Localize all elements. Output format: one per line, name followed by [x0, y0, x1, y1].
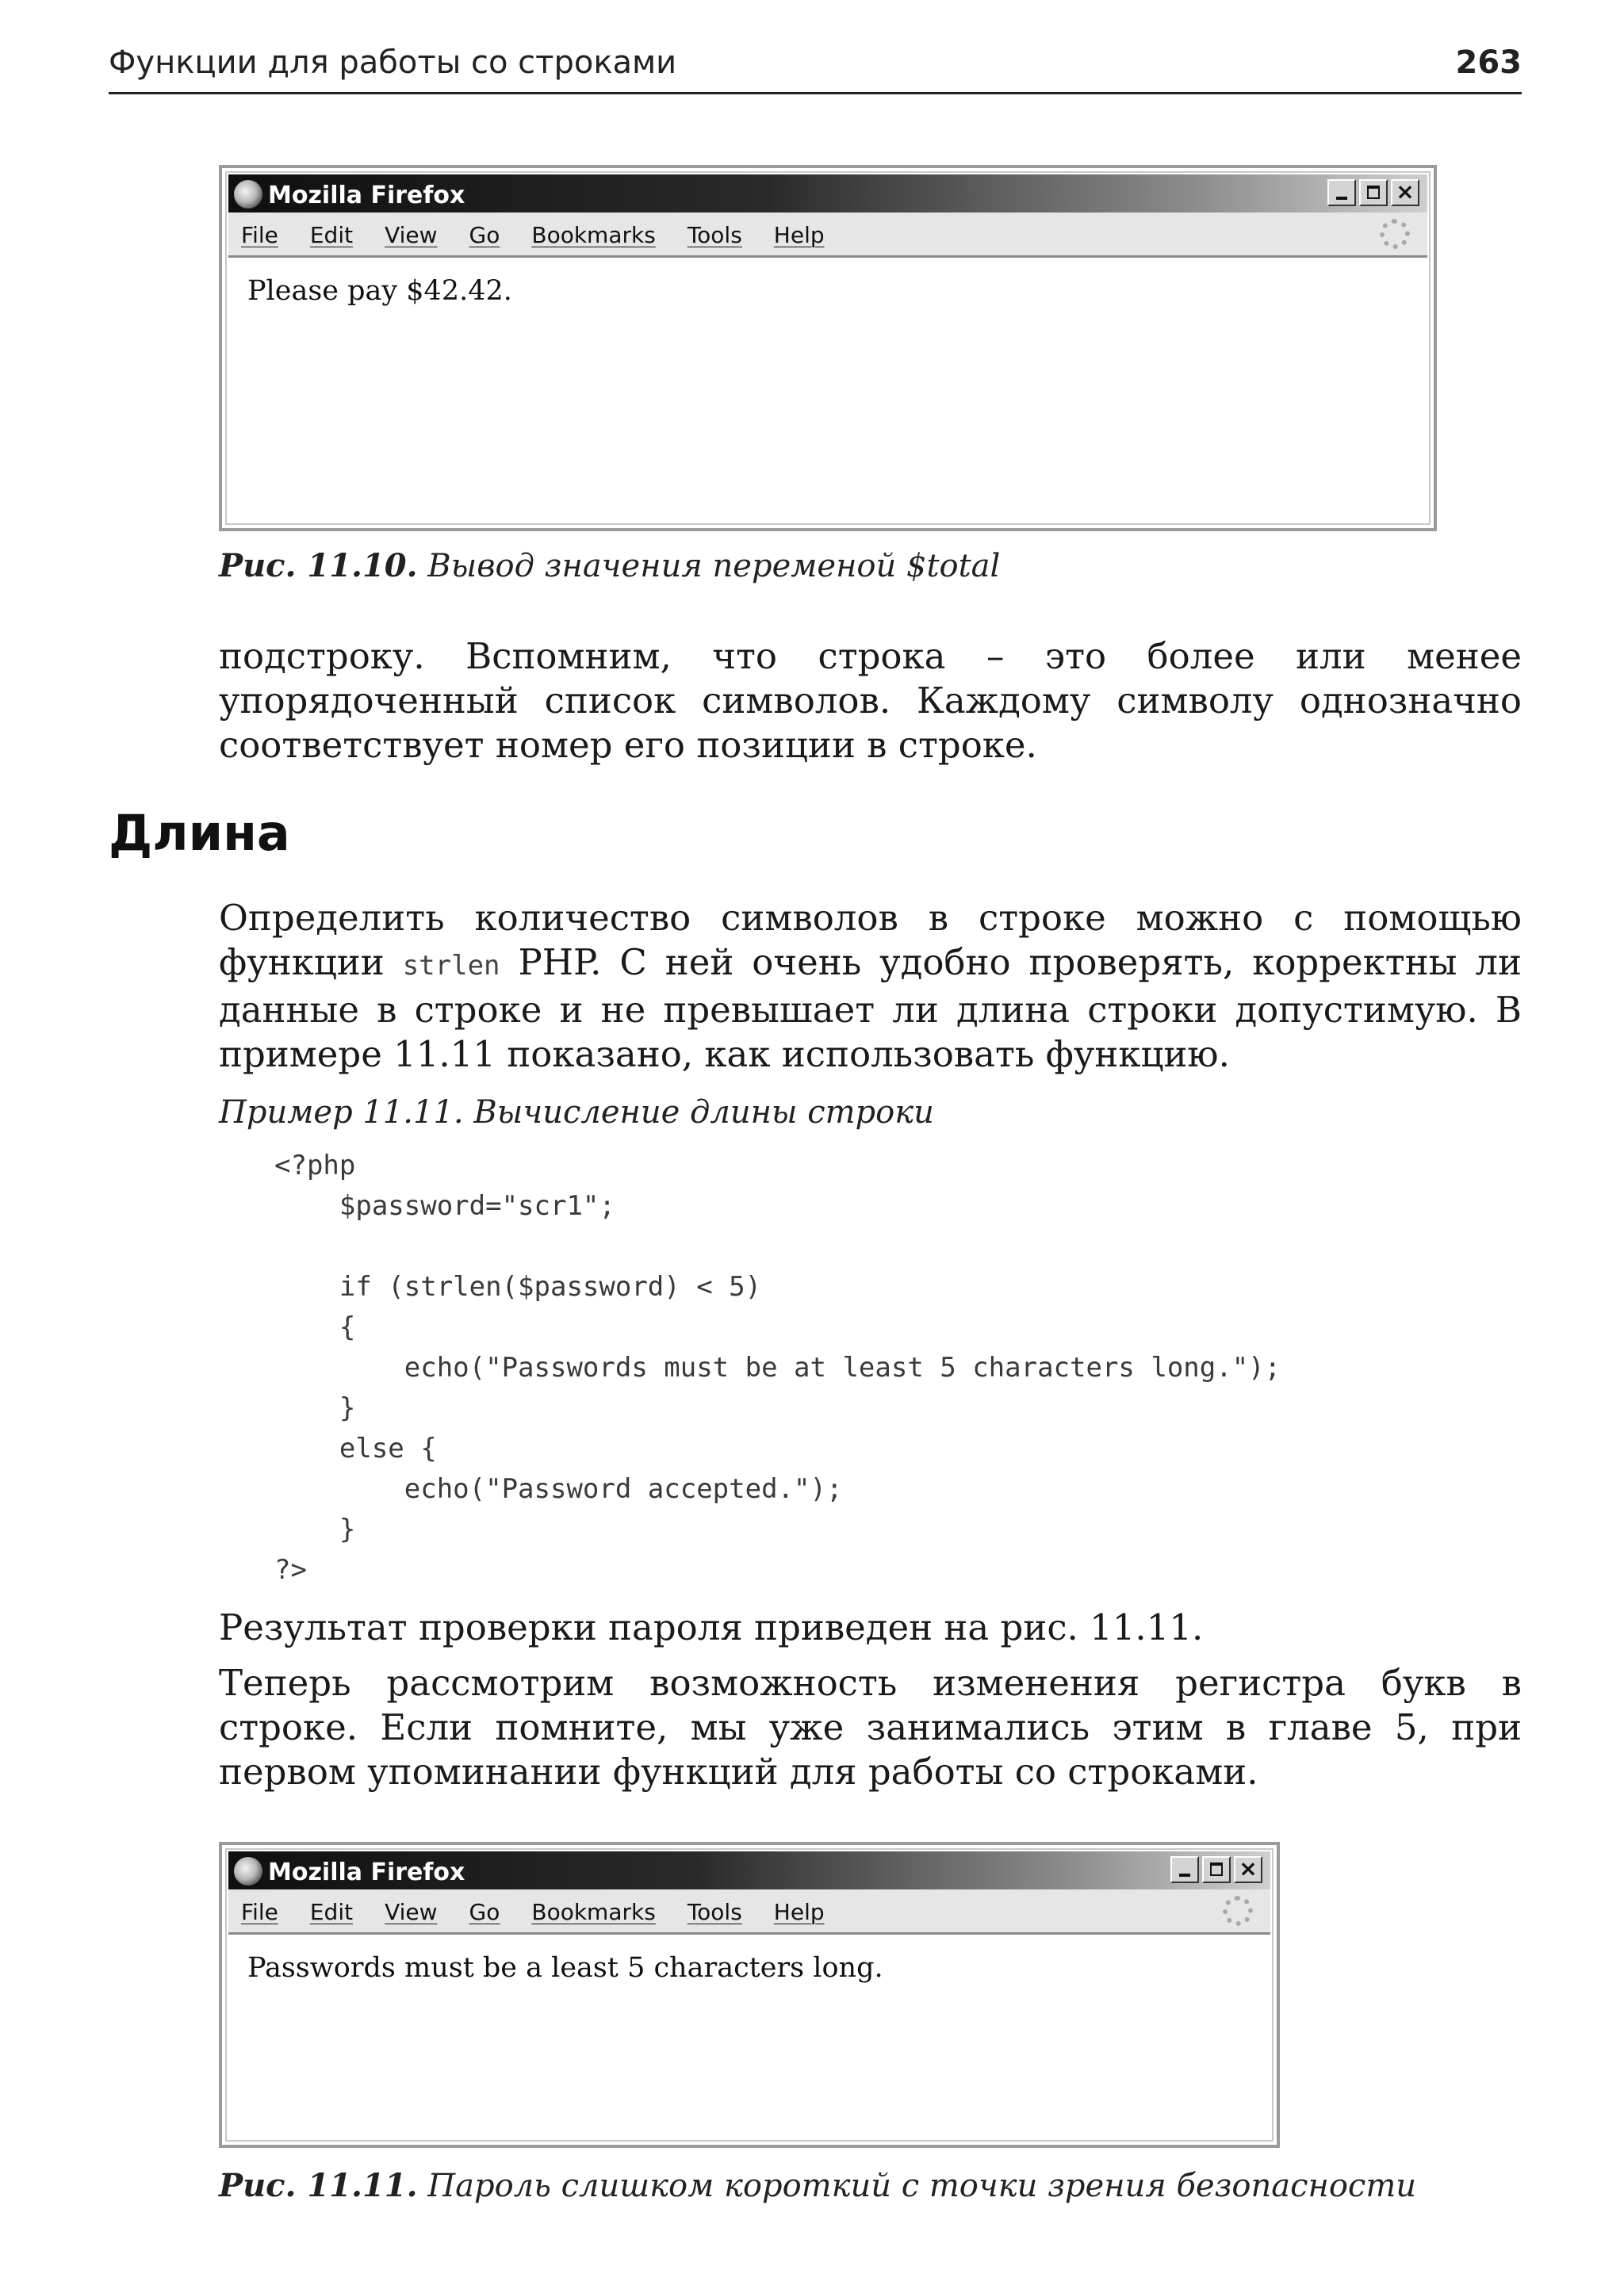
code-line: if (strlen($password) < 5) [274, 1271, 762, 1303]
close-icon[interactable]: × [1391, 179, 1419, 206]
running-header [109, 44, 1522, 94]
code-line: } [274, 1514, 356, 1545]
code-listing [274, 1146, 1281, 1591]
firefox-window-figure-11-11 [219, 1842, 1280, 2148]
page-message: Passwords must be a least 5 characters long. [247, 1952, 883, 1984]
code-line: } [274, 1392, 356, 1424]
menu-tools[interactable]: Tools [687, 1899, 742, 1925]
menu-items [241, 222, 856, 248]
code-line: ?> [274, 1554, 307, 1586]
running-header-title: Функции для работы со строками [109, 44, 677, 81]
menu-edit[interactable]: Edit [309, 1899, 354, 1925]
throbber-icon [1223, 1896, 1253, 1926]
code-line: <?php [274, 1150, 356, 1181]
code-line: echo("Passwords must be at least 5 characters long."); [274, 1352, 1281, 1384]
page-number: 263 [1455, 44, 1522, 81]
paragraph-1: подстроку. Вспомним, что строка – это более или менее упорядоченный список символов. Каждому символу однозначно соответствует номер его позиции в строке. [219, 635, 1522, 766]
menu-file[interactable]: File [241, 1899, 278, 1925]
paragraph-2-after: PHP. С ней очень удобно проверять, корректны ли данные в строке и не превышает ли длина строки допустимую. В примере 11.11 показано, как использовать функцию. [219, 941, 1522, 1075]
menu-items [241, 1899, 856, 1925]
maximize-icon[interactable] [1359, 179, 1388, 206]
window-controls [1167, 1856, 1262, 1883]
page-content [228, 258, 1427, 522]
menu-go[interactable]: Go [469, 222, 500, 248]
menu-file[interactable]: File [241, 222, 278, 248]
code-line: else { [274, 1433, 437, 1464]
page-content [228, 1935, 1270, 2138]
inline-code-strlen: strlen [402, 950, 500, 982]
minimize-icon[interactable] [1170, 1856, 1199, 1883]
paragraph-3: Результат проверки пароля приведен на рис. 11.11. [219, 1606, 1204, 1648]
window-titlebar [228, 174, 1427, 212]
paragraph-4: Теперь рассмотрим возможность изменения регистра букв в строке. Если помните, мы уже занимались этим в главе 5, при первом упоминании функций для работы со строками. [219, 1662, 1522, 1793]
menu-help[interactable]: Help [773, 222, 825, 248]
caption-text: Пароль слишком короткий с точки зрения безопасности [417, 2168, 1417, 2204]
code-line: { [274, 1311, 356, 1343]
paragraph-2 [219, 896, 1522, 1077]
menu-bar [228, 1889, 1270, 1935]
window-title: Mozilla Firefox [268, 1859, 465, 1886]
menu-view[interactable]: View [385, 222, 438, 248]
maximize-icon[interactable] [1202, 1856, 1231, 1883]
menu-bookmarks[interactable]: Bookmarks [531, 1899, 656, 1925]
minimize-icon[interactable] [1327, 179, 1356, 206]
window-title: Mozilla Firefox [268, 182, 465, 209]
menu-edit[interactable]: Edit [309, 222, 354, 248]
window-titlebar [228, 1851, 1270, 1889]
menu-view[interactable]: View [385, 1899, 438, 1925]
firefox-logo-icon [233, 179, 263, 209]
firefox-window-figure-11-10 [219, 165, 1437, 531]
menu-tools[interactable]: Tools [687, 222, 742, 248]
window-controls [1324, 179, 1419, 206]
firefox-logo-icon [233, 1856, 263, 1886]
caption-number: Рис. 11.11. [219, 2167, 418, 2204]
code-line: echo("Password accepted."); [274, 1473, 843, 1505]
menu-go[interactable]: Go [469, 1899, 500, 1925]
figure-caption-11-11 [219, 2167, 1416, 2204]
menu-help[interactable]: Help [773, 1899, 825, 1925]
section-heading: Длина [109, 804, 290, 862]
code-line: $password="scr1"; [274, 1190, 615, 1222]
figure-caption-11-10 [219, 547, 1000, 584]
caption-text: Вывод значения переменой $total [417, 548, 1001, 584]
close-icon[interactable]: × [1234, 1856, 1262, 1883]
throbber-icon [1380, 219, 1410, 249]
paragraph-2-before: Определить количество символов в строке можно с помощью функции [219, 897, 1522, 983]
menu-bar [228, 212, 1427, 258]
menu-bookmarks[interactable]: Bookmarks [531, 222, 656, 248]
example-title: Пример 11.11. Вычисление длины строки [219, 1094, 934, 1131]
caption-number: Рис. 11.10. [219, 547, 418, 584]
page-message: Please pay $42.42. [247, 275, 512, 307]
code-line [274, 1227, 1281, 1267]
